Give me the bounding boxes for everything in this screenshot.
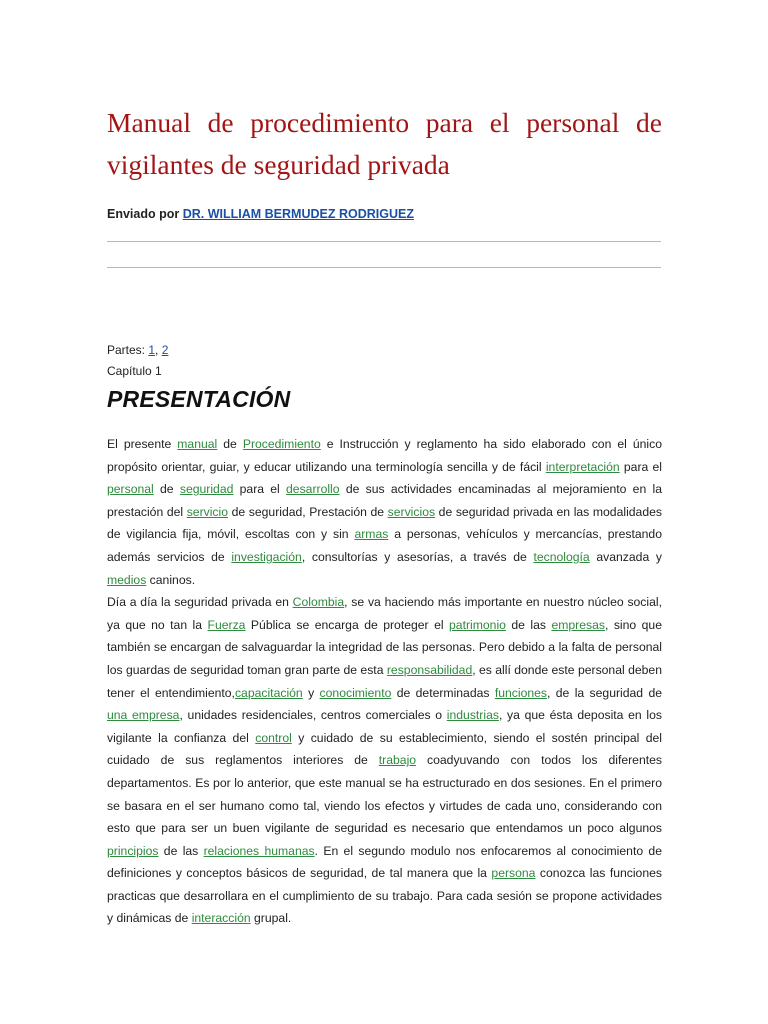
inline-link[interactable]: Colombia: [292, 595, 345, 610]
part-link-1[interactable]: 1: [148, 343, 156, 357]
text-run: , unidades residenciales, centros comerciales o: [179, 708, 447, 723]
inline-link[interactable]: funciones: [494, 685, 548, 700]
inline-link[interactable]: personal: [107, 482, 154, 497]
inline-link[interactable]: Fuerza: [207, 617, 246, 632]
inline-link[interactable]: responsabilidad: [386, 662, 473, 677]
inline-link[interactable]: conocimiento: [319, 685, 392, 700]
inline-link[interactable]: interpretación: [545, 459, 620, 474]
text-run: conozca las funciones practicas que desarrollara en el cumplimiento de su trabajo. Para cada sesión se propone actividades y dinámicas de: [107, 866, 662, 926]
section-heading: PRESENTACIÓN: [107, 386, 291, 412]
text-run: para el: [233, 482, 287, 497]
inline-link[interactable]: patrimonio: [449, 617, 506, 632]
article-body: [107, 433, 662, 930]
inline-link[interactable]: Procedimiento: [242, 437, 321, 451]
inline-link[interactable]: industrias: [446, 708, 499, 723]
inline-link[interactable]: persona: [491, 866, 536, 881]
parts-label: Partes:: [107, 343, 146, 357]
inline-link[interactable]: relaciones humanas: [203, 843, 315, 858]
text-run: a personas, vehículos y mercancías, prestando además servicios de: [107, 527, 662, 564]
byline: [107, 207, 414, 221]
text-run: e Instrucción y reglamento ha sido elaborado con el único propósito orientar, guiar, y educar utilizando una terminología sencilla y de fácil: [107, 437, 662, 474]
inline-link[interactable]: armas: [354, 527, 389, 542]
text-run: , es allí donde este personal deben tener el entendimiento,: [107, 662, 662, 700]
text-run: de determinadas: [391, 685, 495, 700]
inline-link[interactable]: seguridad: [179, 482, 234, 497]
inline-link[interactable]: principios: [107, 843, 159, 858]
text-run: de sus actividades encaminadas al mejoramiento en la prestación del: [107, 482, 662, 519]
paragraph: [107, 433, 662, 591]
text-run: Pública se encarga de proteger el: [245, 617, 450, 632]
text-run: grupal.: [250, 911, 292, 926]
inline-link[interactable]: servicios: [387, 504, 436, 519]
text-run: , se va haciendo más importante en nuestro núcleo social, ya que no tan la: [107, 595, 662, 632]
inline-link[interactable]: servicio: [186, 504, 229, 519]
byline-prefix: Enviado por: [107, 207, 180, 221]
inline-link[interactable]: tecnología: [533, 549, 590, 564]
text-run: y cuidado de su establecimiento, siendo el sostén principal del cuidado de sus reglamentos interiores de: [107, 730, 662, 768]
text-run: de: [153, 482, 180, 497]
paragraph: [107, 591, 662, 930]
text-run: avanzada y: [589, 549, 662, 564]
text-run: , ya que ésta deposita en los vigilante la confianza del: [107, 708, 662, 745]
page-title: Manual de procedimiento para el personal de vigilantes de seguridad privada: [107, 107, 662, 180]
text-run: para el: [619, 459, 663, 474]
author-link[interactable]: DR. WILLIAM BERMUDEZ RODRIGUEZ: [182, 207, 414, 221]
text-run: y: [302, 685, 320, 700]
inline-link[interactable]: interacción: [191, 911, 251, 926]
text-run: El presente: [107, 437, 178, 451]
text-run: de seguridad privada en las modalidades de vigilancia fija, móvil, escoltas con y sin: [107, 504, 662, 542]
parts-nav: [107, 343, 168, 357]
inline-link[interactable]: manual: [177, 437, 218, 451]
text-run: de seguridad, Prestación de: [228, 504, 388, 519]
inline-link[interactable]: trabajo: [378, 753, 417, 768]
chapter-label: Capítulo 1: [107, 364, 162, 378]
text-run: , de la seguridad de: [547, 685, 662, 700]
text-run: de las: [505, 617, 552, 632]
text-run: . En el segundo modulo nos enfocaremos al conocimiento de definiciones y conceptos básicos de seguridad, de tal manera que la: [107, 843, 662, 881]
part-link-2[interactable]: 2: [161, 343, 169, 357]
parts-separator: ,: [155, 343, 159, 357]
text-run: de: [217, 437, 243, 451]
inline-link[interactable]: control: [255, 730, 292, 745]
text-run: , sino que también se encargan de salvaguardar la integridad de las personas. Pero debido a la falta de personal los guardas de seguridad toman gran parte de esta: [107, 617, 662, 677]
inline-link[interactable]: empresas: [551, 617, 605, 632]
inline-link[interactable]: una empresa: [107, 708, 180, 723]
text-run: , consultorías y asesorías, a través de: [301, 549, 534, 564]
text-run: de las: [158, 843, 204, 858]
inline-link[interactable]: capacitación: [234, 685, 303, 700]
text-run: caninos.: [146, 572, 196, 587]
divider-top: [107, 241, 661, 242]
inline-link[interactable]: desarrollo: [286, 482, 340, 497]
divider-bottom: [107, 267, 661, 268]
text-run: Día a día la seguridad privada en: [107, 595, 293, 610]
inline-link[interactable]: investigación: [231, 549, 302, 564]
text-run: coadyuvando con todos los diferentes departamentos. Es por lo anterior, que este manual se ha estructurado en dos sesiones. En el primero se basara en el ser humano como tal, viendo los efectos y virtudes de cada uno, considerando con esto que para ser un buen vigilante de seguridad es necesario que entendamos un poco algunos: [107, 753, 662, 836]
inline-link[interactable]: medios: [107, 572, 147, 587]
